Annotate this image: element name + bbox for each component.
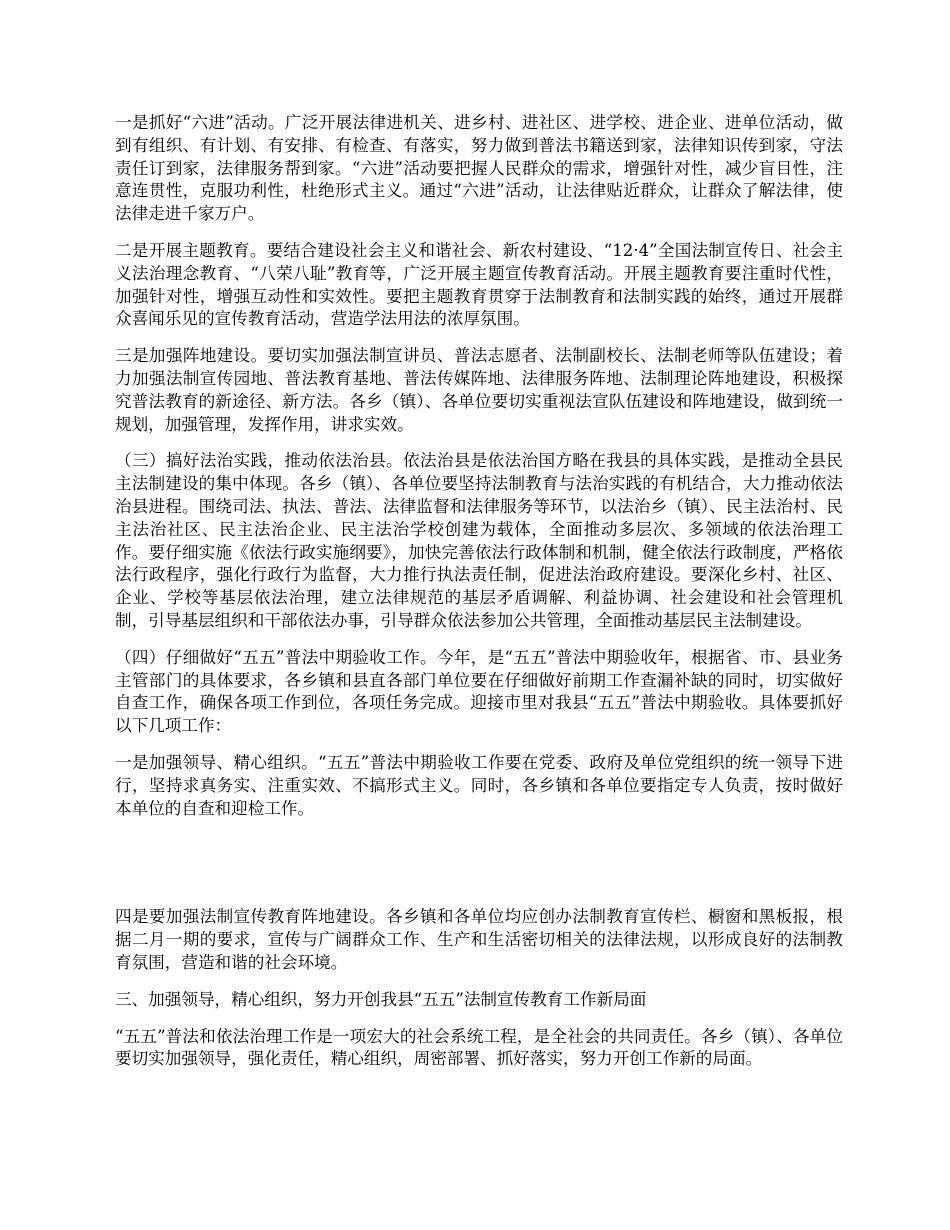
section-heading-three: 三、加强领导，精心组织，努力开创我县“五五”法制宣传教育工作新局面 [115,989,647,1009]
paragraph-leadership-organization: 一是加强领导、精心组织。“五五”普法中期验收工作要在党委、政府及单位党组织的统一领导下进行，坚持求真务实、注重实效、不搞形式主义。同时，各乡镇和各单位要指定专人负责，按时做好本单位的自查和迎检工作。 [115,752,843,818]
document-page [115,112,843,1085]
paragraph-six-entries: 一是抓好“六进”活动。广泛开展法律进机关、进乡村、进社区、进学校、进企业、进单位活动，做到有组织、有计划、有安排、有检查、有落实，努力做到普法书籍送到家，法律知识传到家，守法责任订到家，法律服务帮到家。“六进”活动要把握人民群众的需求，增强针对性，减少盲目性，注意连贯性，克服功利性，杜绝形式主义。通过“六进”活动，让法律贴近群众，让群众了解法律，使法律走进千家万户。 [115,113,843,224]
page-gap [115,834,843,906]
paragraph-mid-term-acceptance: （四）仔细做好“五五”普法中期验收工作。今年，是“五五”普法中期验收年，根据省、市、县业务主管部门的具体要求，各乡镇和县直各部门单位要在仔细做好前期工作查漏补缺的同时，切实做好自查工作，确保各项工作到位，各项任务完成。迎接市里对我县“五五”普法中期验收。具体要抓好以下几项工作： [115,647,843,736]
paragraph-position-building: 三是加强阵地建设。要切实加强法制宣讲员、普法志愿者、法制副校长、法制老师等队伍建设；着力加强法制宣传园地、普法教育基地、普法传媒阵地、法律服务阵地、法制理论阵地建设，积极探究普法教育的新途径、新方法。各乡（镇）、各单位要切实重视法宣队伍建设和阵地建设，做到统一规划，加强管理，发挥作用，讲求实效。 [115,346,843,434]
paragraph-rule-of-law-practice: （三）搞好法治实践，推动依法治县。依法治县是依法治国方略在我县的具体实践，是推动全县民主法制建设的集中体现。各乡（镇）、各单位要坚持法制教育与法治实践的有机结合，大力推动依法治县进程。围绕司法、执法、普法、法律监督和法律服务等环节，以法治乡（镇）、民主法治村、民主法治社区、民主法治企业、民主法治学校创建为载体，全面推动多层次、多领域的依法治理工作。要仔细实施《依法行政实施纲要》，加快完善依法行政体制和机制，健全依法行政制度，严格依法行政程序，强化行政行为监督，大力推行执法责任制，促进法治政府建设。要深化乡村、社区、企业、学校等基层依法治理，建立法律规范的基层矛盾调解、利益协调、社会建设和社会管理机制，引导基层组织和干部依法办事，引导群众依法参加公共管理，全面推动基层民主法制建设。 [115,451,843,630]
paragraph-theme-education: 二是开展主题教育。要结合建设社会主义和谐社会、新农村建设、“12·4”全国法制宣传日、社会主义法治理念教育、“八荣八耻”教育等，广泛开展主题宣传教育活动。开展主题教育要注重时代性，加强针对性，增强互动性和实效性。要把主题教育贯穿于法制教育和法制实践的始终，通过开展群众喜闻乐见的宣传教育活动，营造学法用法的浓厚氛围。 [115,240,843,329]
paragraph-social-system-project: “五五”普法和依法治理工作是一项宏大的社会系统工程，是全社会的共同责任。各乡（镇）、各单位要切实加强领导，强化责任，精心组织，周密部署、抓好落实，努力开创工作新的局面。 [115,1026,843,1069]
paragraph-publicity-position: 四是要加强法制宣传教育阵地建设。各乡镇和各单位均应创办法制教育宣传栏、橱窗和黑板报，根据二月一期的要求，宣传与广阔群众工作、生产和生活密切相关的法律法规，以形成良好的法制教育氛围，营造和谐的社会环境。 [115,907,843,972]
